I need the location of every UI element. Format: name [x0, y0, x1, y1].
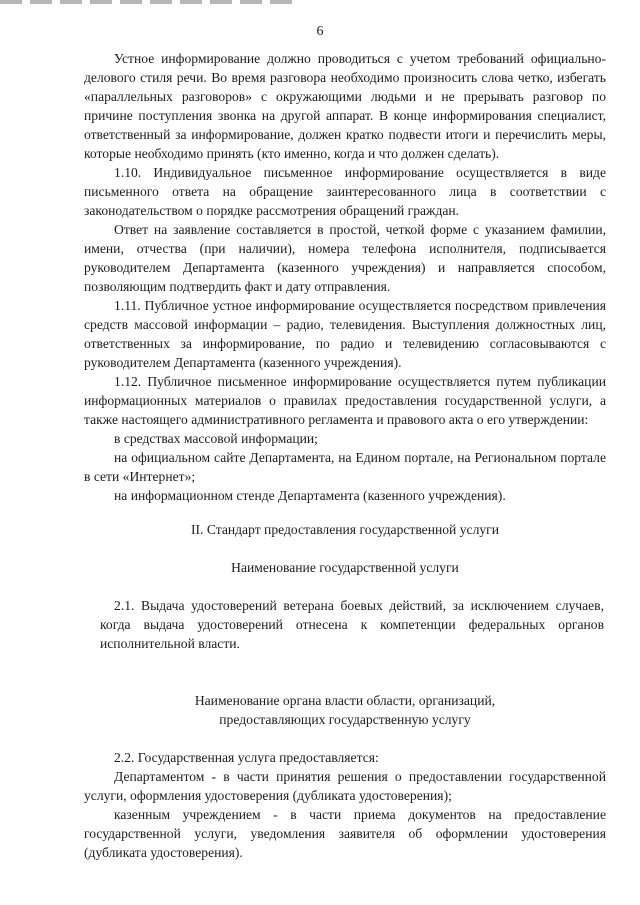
paragraph-2-2: 2.2. Государственная услуга предоставляется:	[114, 750, 379, 765]
list-item-mass-media: в средствах массовой информации;	[114, 431, 318, 446]
scan-edge-artifact	[0, 0, 300, 4]
paragraph-2-1: 2.1. Выдача удостоверений ветерана боевых действий, за исключением случаев, когда выдача удостоверений отнесена к компетенции федеральных органов исполнительной власти.	[100, 598, 604, 651]
paragraph-1-12: 1.12. Публичное письменное информирование осуществляется путем публикации информационных материалов о правилах предоставления государственной услуги, а также настоящего административного регламента и правового акта о его утверждении:	[84, 374, 606, 427]
provider-institution: казенным учреждением - в части приема документов на предоставление государственной услуги, уведомления заявителя об оформлении удостоверения (дубликата удостоверения).	[84, 807, 606, 860]
paragraph-1-10: 1.10. Индивидуальное письменное информирование осуществляется в виде письменного ответа на обращение заинтересованного лица в соответствии с законодательством о порядке рассмотрения обращений граждан.	[84, 165, 606, 218]
paragraph-oral-informing: Устное информирование должно проводиться с учетом требований официально-делового стиля речи. Во время разговора необходимо произносить слова четко, избегать «параллельных разговоров» с окружающими людьми и не прерывать разговор по причине поступления звонка на другой аппарат. В конце информирования специалист, ответственный за информирование, должен кратко подвести итоги и перечислить меры, которые необходимо принять (кто именно, когда и что должен сделать).	[84, 51, 606, 161]
document-body	[84, 49, 606, 862]
subheading-authority-line2: предоставляющих государственную услугу	[219, 712, 471, 727]
paragraph-answer-form: Ответ на заявление составляется в простой, четкой форме с указанием фамилии, имени, отчества (при наличии), номера телефона исполнителя, подписывается руководителем Департамента (казенного учреждения) и направляется способом, позволяющим подтвердить факт и дату отправления.	[84, 222, 606, 294]
provider-department: Департаментом - в части принятия решения о предоставлении государственной услуги, оформления удостоверения (дубликата удостоверения);	[84, 769, 606, 803]
paragraph-1-11: 1.11. Публичное устное информирование осуществляется посредством привлечения средств массовой информации – радио, телевидения. Выступления должностных лиц, ответственных за информирование, по радио и телевидению согласовываются с руководителем Департамента (казенного учреждения).	[84, 298, 606, 370]
section-title: II. Стандарт предоставления государственной услуги	[190, 522, 499, 537]
list-item-official-site: на официальном сайте Департамента, на Едином портале, на Региональном портале в сети «Интернет»;	[84, 450, 606, 484]
subheading-service-name: Наименование государственной услуги	[231, 560, 459, 575]
subheading-authority-line1: Наименование органа власти области, организаций,	[194, 693, 496, 708]
list-item-info-stand: на информационном стенде Департамента (казенного учреждения).	[114, 488, 506, 503]
page-number: 6	[316, 24, 324, 39]
